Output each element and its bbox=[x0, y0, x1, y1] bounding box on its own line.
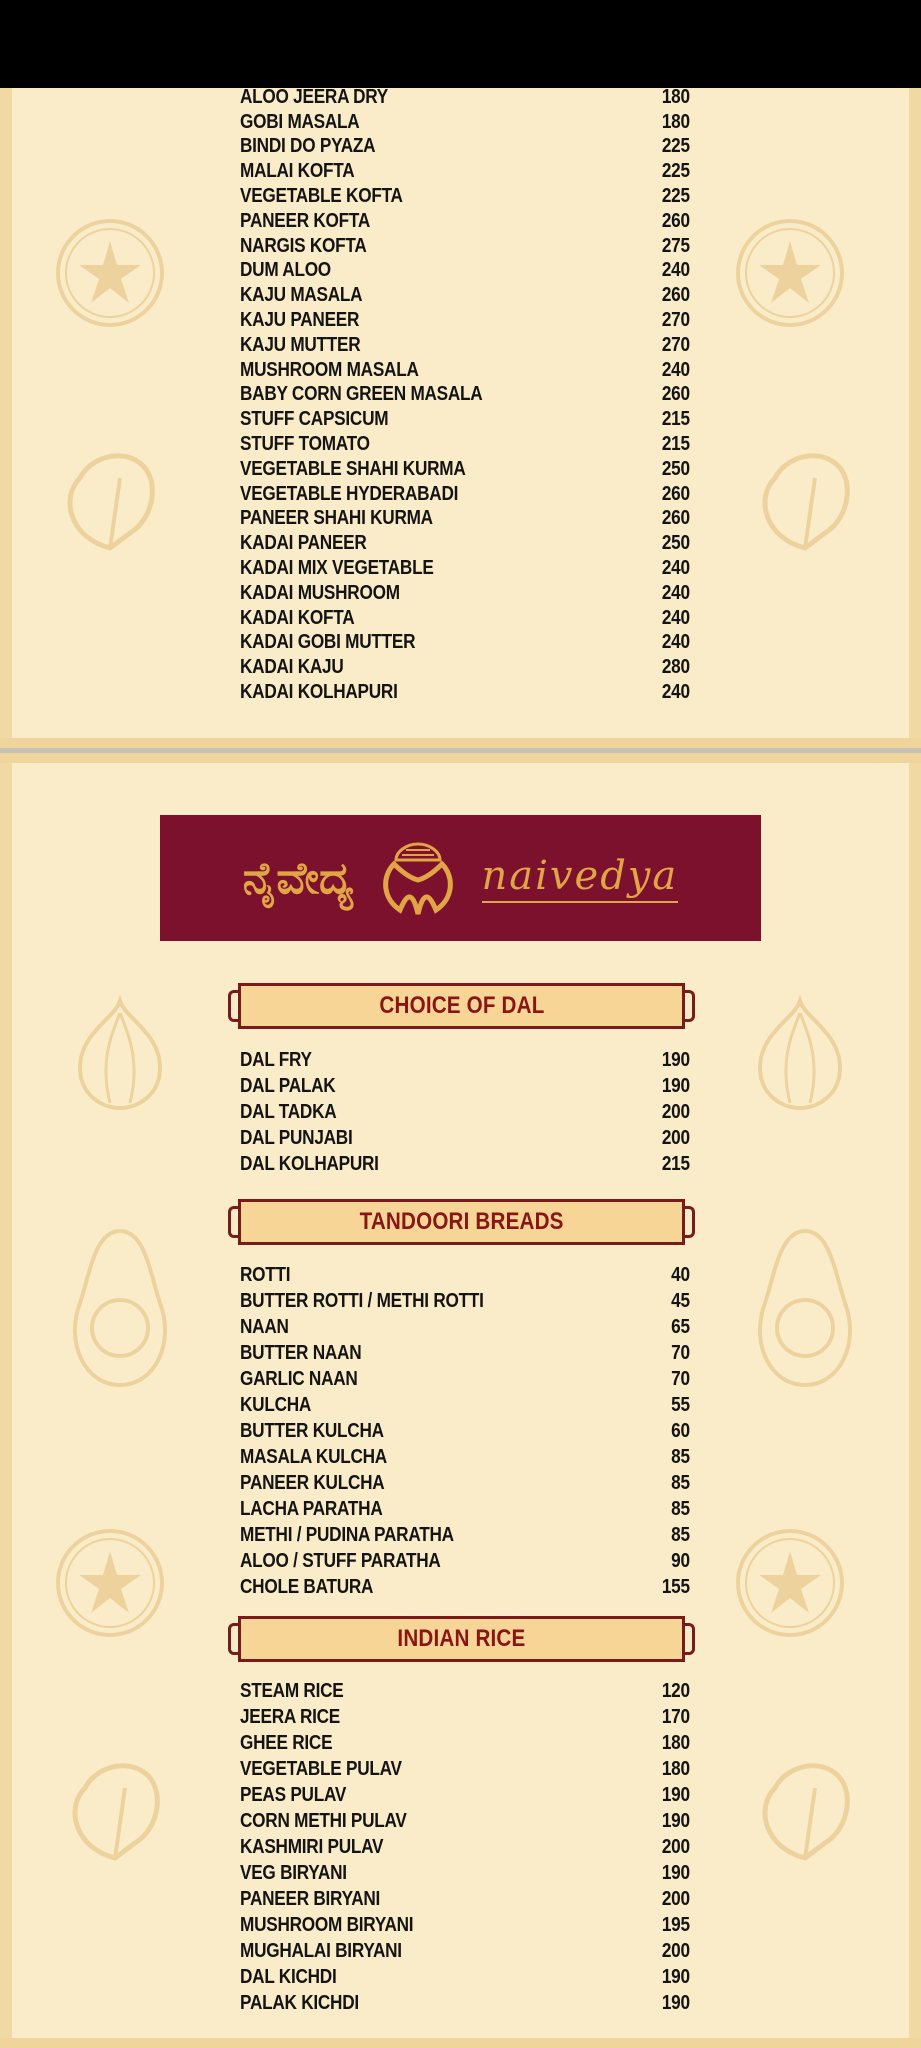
section-title: INDIAN RICE bbox=[397, 1625, 526, 1652]
section-heading-rice bbox=[228, 1613, 695, 1665]
list-item: MALAI KOFTA 225 bbox=[240, 160, 690, 183]
list-item: STUFF CAPSICUM 215 bbox=[240, 408, 690, 431]
dal-list bbox=[240, 1047, 690, 1177]
list-item: DAL KOLHAPURI 215 bbox=[240, 1152, 690, 1175]
shell-logo-icon bbox=[376, 836, 460, 920]
list-item: BABY CORN GREEN MASALA 260 bbox=[240, 383, 690, 406]
list-item: MASALA KULCHA 85 bbox=[240, 1445, 690, 1468]
onion-doodle-icon bbox=[735, 993, 865, 1113]
section-heading-breads bbox=[228, 1196, 695, 1248]
list-item: DAL PUNJABI 200 bbox=[240, 1126, 690, 1149]
list-item: VEGETABLE HYDERABADI 260 bbox=[240, 482, 690, 505]
avocado-doodle-icon bbox=[740, 1223, 870, 1393]
onion-doodle-icon bbox=[55, 993, 185, 1113]
list-item: PEAS PULAV 190 bbox=[240, 1783, 690, 1806]
list-item: JEERA RICE 170 bbox=[240, 1705, 690, 1728]
brand-name-kannada: ನೈವೇದ್ಯ bbox=[242, 852, 354, 904]
star-fruit-doodle-icon bbox=[45, 1523, 175, 1643]
list-item: PANEER SHAHI KURMA 260 bbox=[240, 507, 690, 530]
list-item: BUTTER ROTTI / METHI ROTTI 45 bbox=[240, 1289, 690, 1312]
list-item: KADAI MIX VEGETABLE 240 bbox=[240, 557, 690, 580]
rice-list bbox=[240, 1678, 690, 2016]
list-item: PANEER KOFTA 260 bbox=[240, 209, 690, 232]
page-border-left bbox=[0, 88, 12, 748]
top-black-bar bbox=[0, 0, 921, 88]
page-border-right bbox=[909, 753, 921, 2048]
brand-banner bbox=[160, 815, 761, 941]
list-item: KAJU MUTTER 270 bbox=[240, 333, 690, 356]
curry-list bbox=[240, 88, 690, 705]
leaf-doodle-icon bbox=[745, 438, 875, 558]
list-item: DAL PALAK 190 bbox=[240, 1074, 690, 1097]
section-title: TANDOORI BREADS bbox=[359, 1208, 564, 1235]
brand-name-english: naivedya bbox=[482, 853, 679, 903]
list-item: VEGETABLE PULAV 180 bbox=[240, 1757, 690, 1780]
list-item: STEAM RICE 120 bbox=[240, 1679, 690, 1702]
list-item: KADAI MUSHROOM 240 bbox=[240, 581, 690, 604]
breads-list bbox=[240, 1262, 690, 1600]
page-border-top bbox=[0, 753, 921, 763]
list-item: DAL TADKA 200 bbox=[240, 1100, 690, 1123]
list-item: NAAN 65 bbox=[240, 1315, 690, 1338]
leaf-doodle-icon bbox=[55, 1748, 185, 1868]
list-item: GARLIC NAAN 70 bbox=[240, 1367, 690, 1390]
list-item: DAL FRY 190 bbox=[240, 1048, 690, 1071]
list-item: KAJU PANEER 270 bbox=[240, 309, 690, 332]
list-item: MUSHROOM MASALA 240 bbox=[240, 358, 690, 381]
page-border-right bbox=[909, 88, 921, 748]
list-item: KADAI KAJU 280 bbox=[240, 656, 690, 679]
list-item: MUSHROOM BIRYANI 195 bbox=[240, 1913, 690, 1936]
list-item: KULCHA 55 bbox=[240, 1393, 690, 1416]
list-item: VEG BIRYANI 190 bbox=[240, 1861, 690, 1884]
leaf-doodle-icon bbox=[745, 1748, 875, 1868]
list-item: ALOO / STUFF PARATHA 90 bbox=[240, 1549, 690, 1572]
page-border-left bbox=[0, 753, 12, 2048]
list-item: VEGETABLE KOFTA 225 bbox=[240, 185, 690, 208]
list-item: NARGIS KOFTA 275 bbox=[240, 234, 690, 257]
star-fruit-doodle-icon bbox=[45, 213, 175, 333]
page-border-bottom bbox=[0, 2038, 921, 2048]
list-item: KADAI KOFTA 240 bbox=[240, 606, 690, 629]
list-item: BUTTER NAAN 70 bbox=[240, 1341, 690, 1364]
list-item: PALAK KICHDI 190 bbox=[240, 1991, 690, 2014]
list-item: MUGHALAI BIRYANI 200 bbox=[240, 1939, 690, 1962]
list-item: DUM ALOO 240 bbox=[240, 259, 690, 282]
list-item: METHI / PUDINA PARATHA 85 bbox=[240, 1523, 690, 1546]
list-item: KAJU MASALA 260 bbox=[240, 284, 690, 307]
list-item: STUFF TOMATO 215 bbox=[240, 433, 690, 456]
list-item: KADAI GOBI MUTTER 240 bbox=[240, 631, 690, 654]
list-item: KASHMIRI PULAV 200 bbox=[240, 1835, 690, 1858]
avocado-doodle-icon bbox=[55, 1223, 185, 1393]
list-item: GHEE RICE 180 bbox=[240, 1731, 690, 1754]
list-item: LACHA PARATHA 85 bbox=[240, 1497, 690, 1520]
menu-page-1 bbox=[0, 88, 921, 748]
list-item: KADAI KOLHAPURI 240 bbox=[240, 681, 690, 704]
list-item: PANEER KULCHA 85 bbox=[240, 1471, 690, 1494]
section-heading-dal bbox=[228, 980, 695, 1032]
list-item: PANEER BIRYANI 200 bbox=[240, 1887, 690, 1910]
list-item: BINDI DO PYAZA 225 bbox=[240, 135, 690, 158]
list-item: GOBI MASALA 180 bbox=[240, 110, 690, 133]
list-item: CORN METHI PULAV 190 bbox=[240, 1809, 690, 1832]
list-item: ALOO JEERA DRY 180 bbox=[240, 88, 690, 108]
list-item: BUTTER KULCHA 60 bbox=[240, 1419, 690, 1442]
list-item: KADAI PANEER 250 bbox=[240, 532, 690, 555]
list-item: ROTTI 40 bbox=[240, 1263, 690, 1286]
list-item: CHOLE BATURA 155 bbox=[240, 1575, 690, 1598]
star-fruit-doodle-icon bbox=[725, 1523, 855, 1643]
list-item: VEGETABLE SHAHI KURMA 250 bbox=[240, 457, 690, 480]
page-border-bottom bbox=[0, 738, 921, 748]
list-item: DAL KICHDI 190 bbox=[240, 1965, 690, 1988]
menu-page-2 bbox=[0, 753, 921, 2048]
star-fruit-doodle-icon bbox=[725, 213, 855, 333]
leaf-doodle-icon bbox=[50, 438, 180, 558]
section-title: CHOICE OF DAL bbox=[378, 992, 545, 1019]
